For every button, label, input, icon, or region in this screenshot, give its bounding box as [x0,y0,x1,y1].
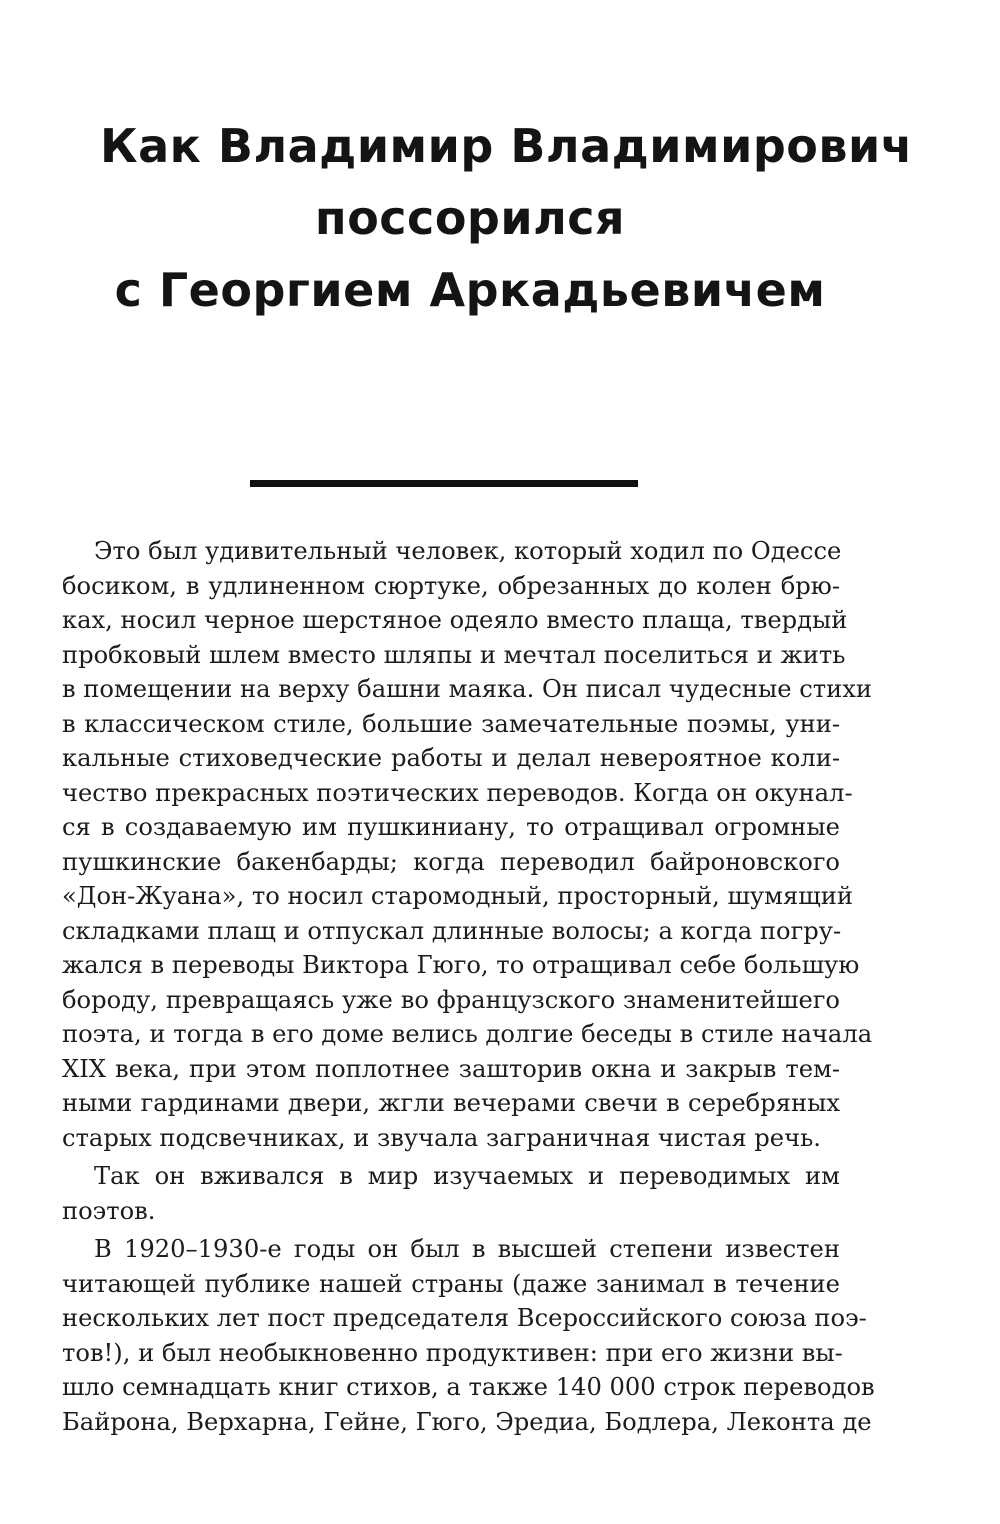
text-line: ся в создаваемую им пушкиниану, то отращивал огромные [62,813,840,841]
text-line: бороду, превращаясь уже во французского знаменитейшего [62,985,840,1014]
text-line: XIX века, при этом поплотнее зашторив окна и закрыв тем- [62,1054,840,1083]
chapter-title-line: Как Владимир Владимирович [100,119,913,173]
text-line: пробковый шлем вместо шляпы и мечтал поселиться и жить [62,640,846,669]
text-line: поэтов. [62,1196,156,1225]
text-line: тов!), и был необыкновенно продуктивен: при его жизни вы- [62,1338,843,1367]
text-line: кальные стиховедческие работы и делал невероятное коли- [62,744,840,772]
title-divider [250,480,638,487]
text-line: Это был удивительный человек, который ходил по Одессе [94,537,842,565]
text-line: Байрона, Верхарна, Гейне, Гюго, Эредиа, Бодлера, Леконта де [62,1407,872,1436]
text-line: чество прекрасных поэтических переводов. Когда он окунал- [62,778,853,807]
text-line: нескольких лет пост председателя Всероссийского союза поэ- [62,1304,867,1332]
paragraph [62,534,873,1155]
text-line: читающей публике нашей страны (даже занимал в течение [62,1269,840,1298]
text-line: в классическом стиле, большие замечательные поэмы, уни- [62,709,840,738]
chapter-title [100,110,913,326]
text-line: в помещении на верху башни маяка. Он писал чудесные стихи [62,675,873,703]
text-line: Так он вживался в мир изучаемых и переводимых им [94,1162,840,1190]
text-line: жался в переводы Виктора Гюго, то отращивал себе большую [62,951,860,979]
text-line: босиком, в удлиненном сюртуке, обрезанных до колен брю- [62,571,840,600]
text-line: ными гардинами двери, жгли вечерами свечи в серебряных [62,1089,840,1117]
text-line: В 1920–1930-е годы он был в высшей степени известен [94,1235,840,1263]
text-line: поэта, и тогда в его доме велись долгие беседы в стиле начала [62,1020,873,1048]
chapter-body [62,534,875,1439]
text-line: шло семнадцать книг стихов, а также 140 000 строк переводов [62,1373,875,1401]
paragraph [62,1232,875,1439]
text-line: ках, носил черное шерстяное одеяло вместо плаща, твердый [62,606,848,634]
text-line: пушкинские бакенбарды; когда переводил байроновского [62,847,840,876]
chapter-title-line: поссорился [314,191,626,245]
text-line: старых подсвечниках, и звучала заграничная чистая речь. [62,1123,821,1152]
chapter-title-line: с Георгием Аркадьевичем [114,263,826,317]
text-line: «Дон-Жуана», то носил старомодный, просторный, шумящий [62,882,853,910]
text-line: складками плащ и отпускал длинные волосы; а когда погру- [62,916,842,945]
paragraph [62,1159,840,1228]
